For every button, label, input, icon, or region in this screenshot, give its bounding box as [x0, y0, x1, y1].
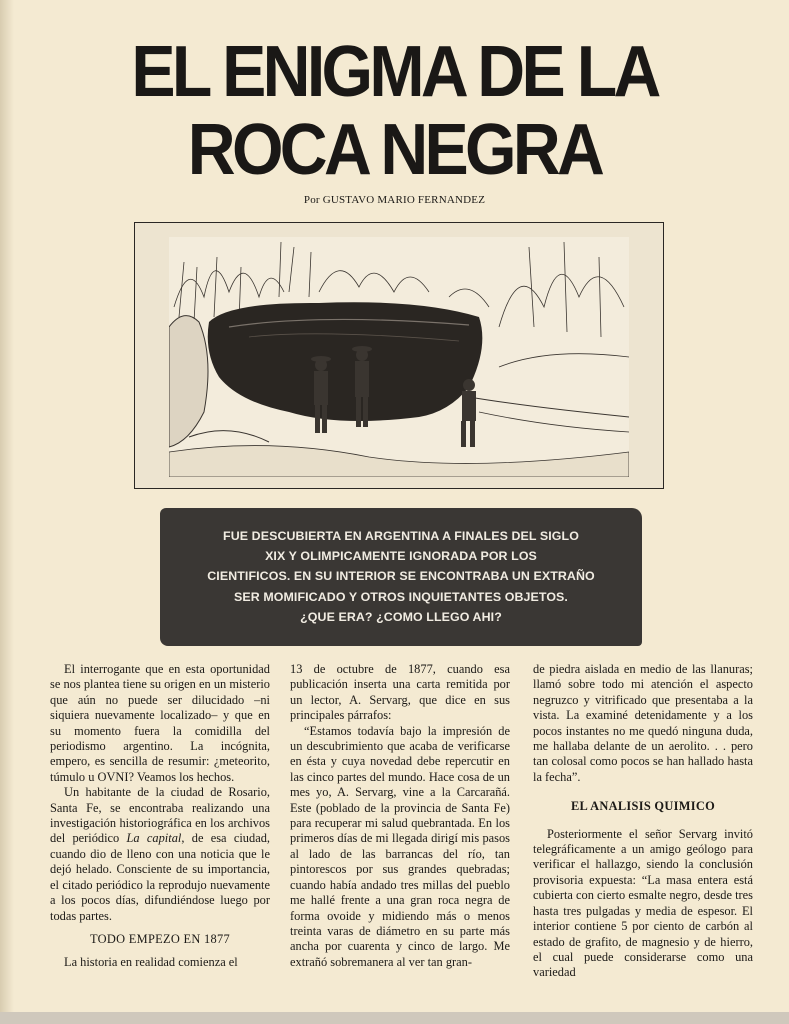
pullquote-line: XIX Y OLIMPICAMENTE IGNORADA POR LOS: [265, 549, 537, 564]
pullquote-box: [160, 508, 642, 646]
paragraph: Posteriormente el señor Servarg invitó telegráficamente a un amigo geólogo para verificar el hallazgo, siendo la conclusión provisoria expuesta: “La masa entera está cubierta con cierto esmalte negro, desde tres hasta tres pulgadas y media de espesor. El interior contiene 5 por ciento de carbón al estado de grafito, de magnesio y de hierro, el cual puede considerarse como una variedad: [533, 826, 753, 980]
paragraph-text: , de esa ciudad, cuando dio de lleno con una noticia que le dejó helado. Consciente de su importancia, el citado periódico la reprodujo nuevamente a los pocos días, difundiéndose luego por todas partes.: [50, 831, 270, 923]
illustration-frame: [134, 222, 664, 489]
article-title-line-2: ROCA NEGRA: [187, 110, 602, 190]
article-column-2: [290, 662, 510, 970]
paragraph-text: Un habitante de la ciudad de Rosario, Santa Fe, se encontraba realizando una investigación historiográfica en los archivos del periódico: [50, 785, 270, 846]
pullquote-line: CIENTIFICOS. EN SU INTERIOR SE ENCONTRABA UN EXTRAÑO: [207, 569, 595, 584]
pullquote-line: ¿QUE ERA? ¿COMO LLEGO AHI?: [300, 609, 502, 624]
newspaper-name: La capital: [126, 831, 182, 846]
article-column-3: [533, 662, 753, 981]
pullquote-line: FUE DESCUBIERTA EN ARGENTINA A FINALES DEL SIGLO: [223, 529, 579, 543]
pullquote-line: SER MOMIFICADO Y OTROS INQUIETANTES OBJETOS.: [234, 589, 568, 604]
paragraph: de piedra aislada en medio de las llanuras; llamó sobre todo mi atención el aspecto negruzco y vitrificado que presentaba a la vista. La examiné detenidamente y a los pocos instantes no me quedó ninguna duda, me hallaba delante de un aerolito. . . pero tan colosal como pocos se han hallado hasta la fecha”.: [533, 662, 753, 784]
paragraph: El interrogante que en esta oportunidad se nos plantea tiene su origen en un misterio que aún no puede ser dilucidado –ni siquiera nuevamente localizado– y que en su momento fuera la comidilla del periodismo argentino. La incógnita, empero, es sencilla de resumir: ¿meteorito, túmulo u OVNI? Veamos los hechos.: [50, 662, 270, 784]
section-heading: TODO EMPEZO EN 1877: [89, 931, 231, 946]
paragraph: 13 de octubre de 1877, cuando esa publicación inserta una carta remitida por un lector, A. Servarg, que dice en sus principales párrafos:: [290, 662, 510, 723]
paragraph: La historia en realidad comienza el: [64, 955, 238, 970]
illustration-rock-explorers-icon: [169, 237, 629, 477]
paragraph: [50, 785, 270, 924]
section-heading: EL ANALISIS QUIMICO: [570, 799, 716, 814]
page-edge-shadow: [0, 0, 14, 1024]
article-column-1: [50, 662, 270, 971]
paragraph: “Estamos todavía bajo la impresión de un descubrimiento que acaba de verificarse en ésta y cuya novedad debe repercutir en las cinco partes del mundo. Hace cosa de un mes yo, A. Servarg, vine a la Carcarañá. Este (poblado de la provincia de Santa Fe) para recuperar mi salud quebrantada. En los primeros días de mi llegada dirigí mis pasos al lado de las barrancas del río, tan pintorescos por sus grandes quebradas; cuando había andado tres millas del pueblo me hallé frente a una gran roca negra de forma ovoide y midiendo más o menos treinta varas de diámetro en su parte más ancha por cuarenta y cinco de largo. Me extrañó sobremanera al ver tan gran-: [290, 723, 510, 969]
page-bottom-edge: [0, 1012, 789, 1024]
article-title-line-1: EL ENIGMA DE LA: [131, 32, 658, 112]
article-byline: Por GUSTAVO MARIO FERNANDEZ: [303, 194, 486, 206]
